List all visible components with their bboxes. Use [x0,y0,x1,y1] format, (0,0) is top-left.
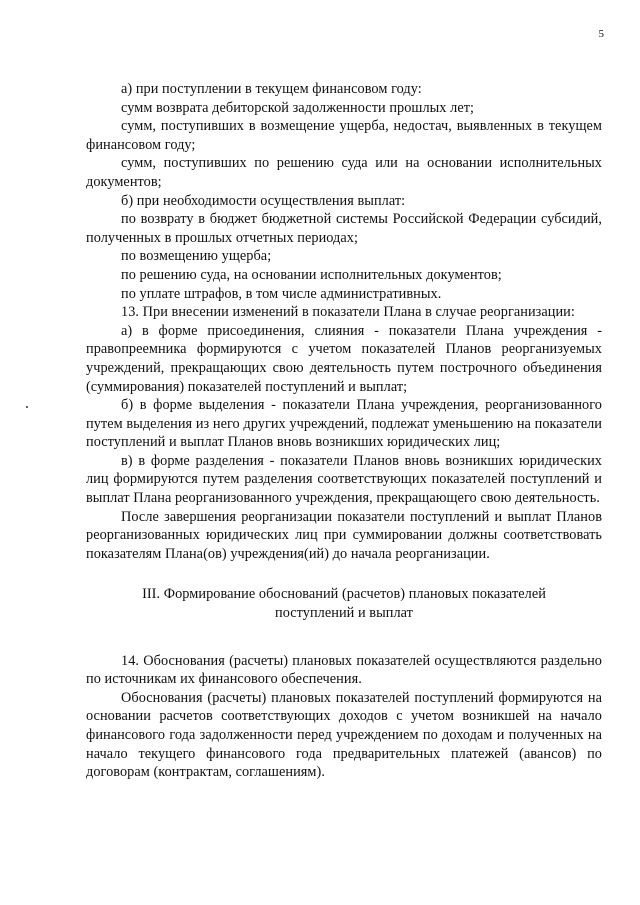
paragraph: по возврату в бюджет бюджетной системы Российской Федерации субсидий, полученных в прошлых отчетных периодах; [86,211,602,246]
document-body [86,80,602,782]
paragraph: по возмещению ущерба; [121,248,272,265]
paragraph: Обоснования (расчеты) плановых показателей поступлений формируются на основании расчетов соответствующих доходов с учетом возникшей на начало финансового года задолженности перед учреждением по доходам и полученных на начало текущего финансового года предварительных платежей (авансов) по договорам (контрактам, соглашениям). [86,689,602,781]
section-heading: III. Формирование обоснований (расчетов) плановых показателей поступлений и выплат [142,586,546,622]
paragraph: 13. При внесении изменений в показатели Плана в случае реорганизации: [121,304,575,321]
paragraph: б) при необходимости осуществления выплат: [121,192,406,209]
paragraph: сумм возврата дебиторской задолженности прошлых лет; [121,99,475,116]
paragraph: сумм, поступивших в возмещение ущерба, недостач, выявленных в текущем финансовом году; [86,118,602,153]
scan-speck [26,406,28,408]
paragraph: сумм, поступивших по решению суда или на основании исполнительных документов; [86,155,602,190]
paragraph: а) при поступлении в текущем финансовом году: [121,81,422,97]
paragraph: по решению суда, на основании исполнительных документов; [121,266,502,283]
paragraph: б) в форме выделения - показатели Плана учреждения, реорганизованного путем выделения из него других учреждений, подлежат уменьшению на показатели поступлений и выплат Планов вновь возникших юридических лиц; [86,397,602,451]
paragraph: 14. Обоснования (расчеты) плановых показателей осуществляются раздельно по источникам их финансового обеспечения. [86,652,602,688]
paragraph: в) в форме разделения - показатели Планов вновь возникших юридических лиц формируются путем разделения соответствующих показателей поступлений и выплат Плана реорганизованного учреждения, прекращающего свою деятельность. [86,452,602,507]
paragraph: а) в форме присоединения, слияния - показатели Плана учреждения - правопреемника формируются с учетом показателей Планов реорганизуемых учреждений, прекращающих свою деятельность путем построчного объединения (суммирования) показателей поступлений и выплат; [86,322,602,395]
page-number: 5 [598,28,604,40]
paragraph: по уплате штрафов, в том числе административных. [121,285,442,302]
paragraph: После завершения реорганизации показатели поступлений и выплат Планов реорганизованных юридических лиц при суммировании должны соответствовать показателям Плана(ов) учреждения(ий) до начала реорганизации. [86,508,602,562]
